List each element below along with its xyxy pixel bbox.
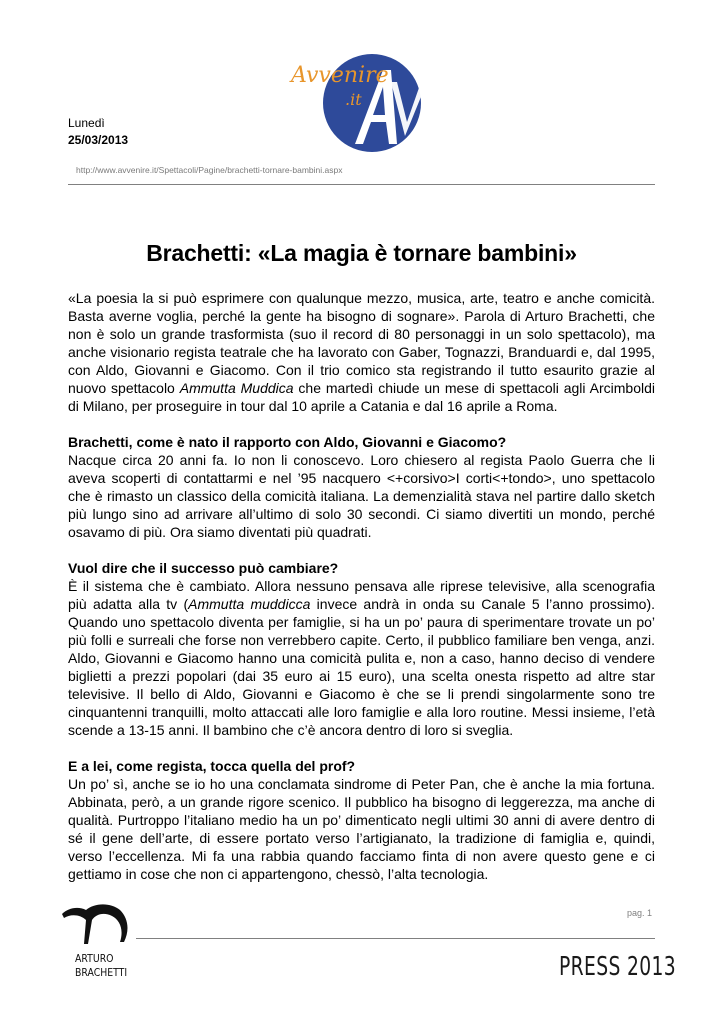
header-divider (68, 184, 655, 185)
qa-block-1 (68, 433, 655, 541)
article-title: Brachetti: «La magia è tornare bambini» (146, 240, 577, 266)
page-number: pag. 1 (627, 908, 653, 918)
silhouette-icon (62, 904, 127, 944)
answer-1: Nacque circa 20 anni fa. Io non li conoscevo. Loro chiesero al regista Paolo Guerra che li aveva scoperti di contattarmi e nel ’95 nacquero <+corsivo>I corti<+tondo>, uno spettacolo che è rimasto un classico della comicità italiana. La demenzialità stava nel partire dallo sketch più lungo sino ad arrivare all’ultimo di solo 30 secondi. Ci siamo divertiti un mondo, perché osavamo di più. Ora siamo diventati più quadrati. (68, 452, 655, 540)
date-block (68, 115, 128, 149)
day-label: Lunedì (68, 116, 105, 130)
qa-block-2 (68, 559, 655, 739)
article (68, 240, 655, 901)
qa-block-3 (68, 757, 655, 883)
logo-text-arturo: ARTURO (75, 953, 114, 966)
intro-paragraph (68, 289, 655, 415)
answer-2-text-1: È il sistema che è cambiato. Allora nessuno pensava alle riprese televisive, alla scenografia più adatta alla tv ( (68, 578, 655, 612)
intro-show-title: Ammutta Muddica (179, 380, 294, 396)
intro-text-1: «La poesia la si può esprimere con qualunque mezzo, musica, arte, teatro e anche comicità. Basta averne voglia, perché la gente ha bisogno di sognare». Parola di Arturo Brachetti, che non è solo un grande trasformista (suo il record di 80 personaggi in un solo spettacolo), ma anche visionario regista teatrale che ha lavorato con Gaber, Tognazzi, Branduardi e, dal 1995, con Aldo, Giovanni e Giacomo. Con il trio comico sta registrando il tutto esaurito grazie al nuovo spettacolo (68, 290, 655, 396)
logo-suffix-text: .it (345, 90, 362, 109)
source-url[interactable]: http://www.avvenire.it/Spettacoli/Pagine/brachetti-tornare-bambini.aspx (76, 165, 343, 175)
date-label: 25/03/2013 (68, 133, 129, 147)
answer-2-text-2: invece andrà in onda su Canale 5 l’anno prossimo). Quando uno spettacolo diventa per famiglie, si ha un po’ paura di sperimentare trovate un po’ più folli e surreali che forse non verrebbero capite. Certo, il pubblico familiare ben venga, anzi. Aldo, Giovanni e Giacomo hanno una comicità pulita e, non a caso, hanno deciso di vendere biglietti a prezzi popolari (dai 35 euro ai 15 euro), una scelta onesta rispetto ad altre star televisive. Il bello di Aldo, Giovanni e Giacomo è che se li prendi singolarmente sono tre cinquantenni tranquilli, molto attaccati alle loro famiglie e alla loro routine. Messi insieme, l’età scende a 13-15 anni. Il bambino che c’è ancora dentro di loro si sveglia. (68, 596, 655, 738)
press-label: PRESS 2013 (559, 952, 677, 982)
answer-3: Un po’ sì, anche se io ho una conclamata sindrome di Peter Pan, che è anche la mia fortuna. Abbinata, però, a un grande rigore scenico. Il pubblico ha bisogno di leggerezza, ma anche di qualità. Purtroppo l’italiano medio ha un po’ dimenticato negli ultimi 30 anni di avere dentro di sé il gene dell’arte, di essere portato verso l’artigianato, la tradizione di famiglia e, quindi, verso l’eccellenza. Mi fa una rabbia quando facciamo finta di non avere questo gene e ci gettiamo in cose che non ci appartengono, chessò, l’alta tecnologia. (68, 776, 655, 882)
arturo-brachetti-logo (58, 900, 138, 1000)
footer-divider (136, 938, 655, 939)
logo-brand-text: Avvenire (291, 63, 389, 88)
question-1: Brachetti, come è nato il rapporto con Aldo, Giovanni e Giacomo? (68, 434, 507, 450)
answer-2 (68, 577, 655, 739)
logo-text-brachetti: BRACHETTI (75, 967, 128, 980)
answer-2-show-title: Ammutta muddicca (188, 596, 311, 612)
avvenire-logo (285, 52, 440, 152)
question-3: E a lei, come regista, tocca quella del prof? (68, 758, 356, 774)
intro-text-2: che martedì chiude un mese di spettacoli agli Arcimboldi di Milano, per proseguire in tour dal 10 aprile a Catania e dal 16 aprile a Roma. (68, 380, 655, 414)
question-2: Vuol dire che il successo può cambiare? (68, 560, 339, 576)
